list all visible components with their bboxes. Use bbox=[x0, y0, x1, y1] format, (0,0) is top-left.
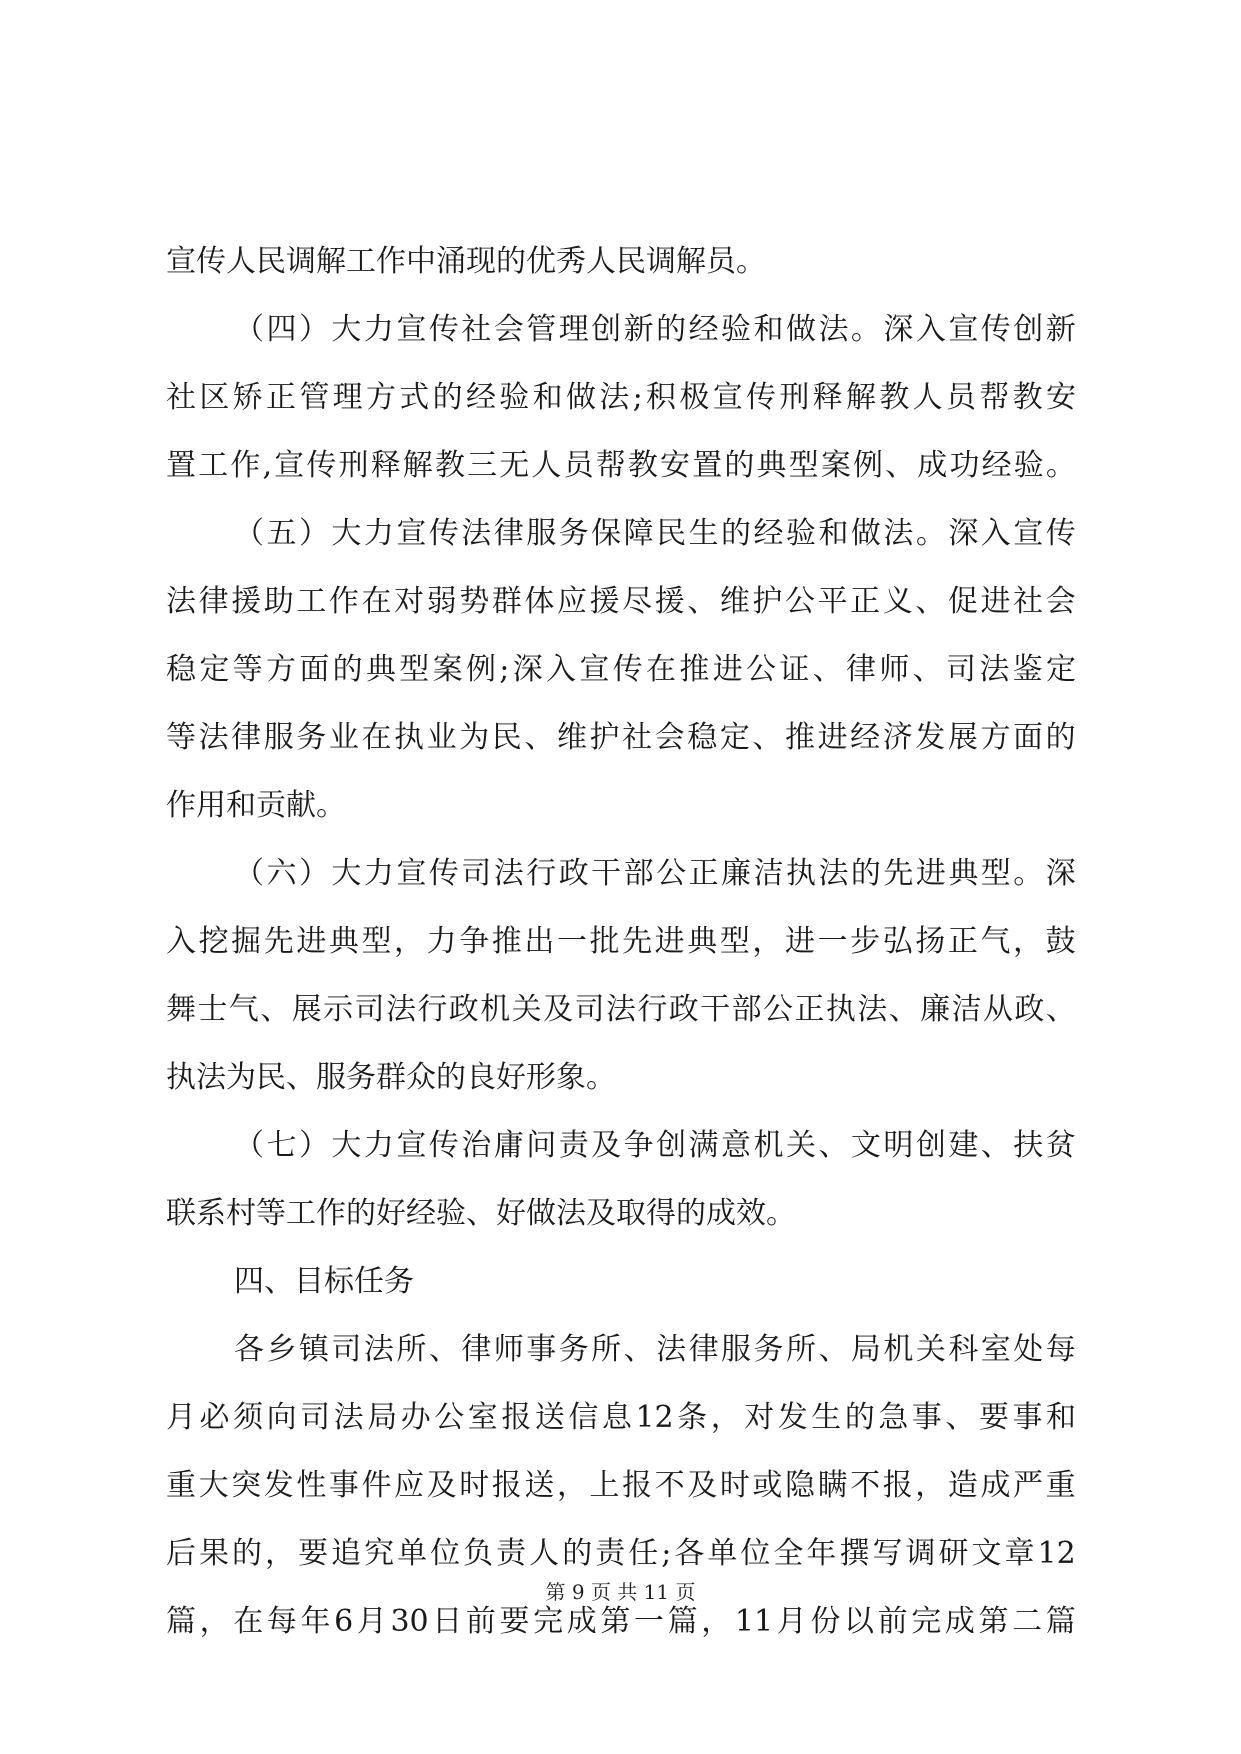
text-line: 联系村等工作的好经验、好做法及取得的成效。 bbox=[166, 1196, 796, 1231]
text-line: 舞 士 气 、 展 示 司 法 行 政 机 关 及 司 法 行 政 干 部 公 正 执 法 、 廉 洁 从 政 、 bbox=[166, 992, 1076, 1027]
text-line: （ 六 ） 大 力 宣 传 司 法 行 政 干 部 公 正 廉 洁 执 法 的 先 进 典 型 。 深 bbox=[234, 856, 1076, 891]
text-line: （ 四 ） 大 力 宣 传 社 会 管 理 创 新 的 经 验 和 做 法 。 深 入 宣 传 创 新 bbox=[234, 312, 1076, 347]
text-line: 后 果 的 ， 要 追 究 单 位 负 责 人 的 责 任 ; 各 单 位 全 年 撰 写 调 研 文 章 12 bbox=[166, 1536, 1076, 1571]
text-line: 重 大 突 发 性 事 件 应 及 时 报 送 ， 上 报 不 及 时 或 隐 瞒 不 报 ， 造 成 严 重 bbox=[166, 1468, 1076, 1503]
text-line: 法 律 援 助 工 作 在 对 弱 势 群 体 应 援 尽 援 、 维 护 公 平 正 义 、 促 进 社 会 bbox=[166, 584, 1076, 619]
text-line: 各 乡 镇 司 法 所 、 律 师 事 务 所 、 法 律 服 务 所 、 局 机 关 科 室 处 每 bbox=[234, 1332, 1076, 1367]
text-line: 作用和贡献。 bbox=[166, 788, 346, 823]
text-line: 篇 ， 在 每 年 6 月 30 日 前 要 完 成 第 一 篇 ， 11 月 份 以 前 完 成 第 二 篇 bbox=[166, 1604, 1076, 1639]
text-line: 四、目标任务 bbox=[234, 1264, 414, 1299]
text-line: 稳 定 等 方 面 的 典 型 案 例 ; 深 入 宣 传 在 推 进 公 证 、 律 师 、 司 法 鉴 定 bbox=[166, 652, 1076, 687]
text-line: 宣传人民调解工作中涌现的优秀人民调解员。 bbox=[166, 244, 766, 279]
text-line: 月 必 须 向 司 法 局 办 公 室 报 送 信 息 12 条 ， 对 发 生 的 急 事 、 要 事 和 bbox=[166, 1400, 1076, 1435]
text-line: （ 七 ） 大 力 宣 传 治 庸 问 责 及 争 创 满 意 机 关 、 文 明 创 建 、 扶 贫 bbox=[234, 1128, 1076, 1163]
page-footer: 第 9 页 共 11 页 bbox=[545, 1580, 696, 1604]
text-line: 等 法 律 服 务 业 在 执 业 为 民 、 维 护 社 会 稳 定 、 推 进 经 济 发 展 方 面 的 bbox=[166, 720, 1076, 755]
text-line: 执法为民、服务群众的良好形象。 bbox=[166, 1060, 616, 1095]
text-line: 入 挖 掘 先 进 典 型 ， 力 争 推 出 一 批 先 进 典 型 ， 进 一 步 弘 扬 正 气 ， 鼓 bbox=[166, 924, 1076, 959]
document-body bbox=[166, 228, 1076, 1656]
text-line: 置 工 作 , 宣 传 刑 释 解 教 三 无 人 员 帮 教 安 置 的 典 型 案 例 、 成 功 经 验 。 bbox=[166, 448, 1076, 483]
text-line: （ 五 ） 大 力 宣 传 法 律 服 务 保 障 民 生 的 经 验 和 做 法 。 深 入 宣 传 bbox=[234, 516, 1076, 551]
text-line: 社 区 矫 正 管 理 方 式 的 经 验 和 做 法 ; 积 极 宣 传 刑 释 解 教 人 员 帮 教 安 bbox=[166, 380, 1076, 415]
